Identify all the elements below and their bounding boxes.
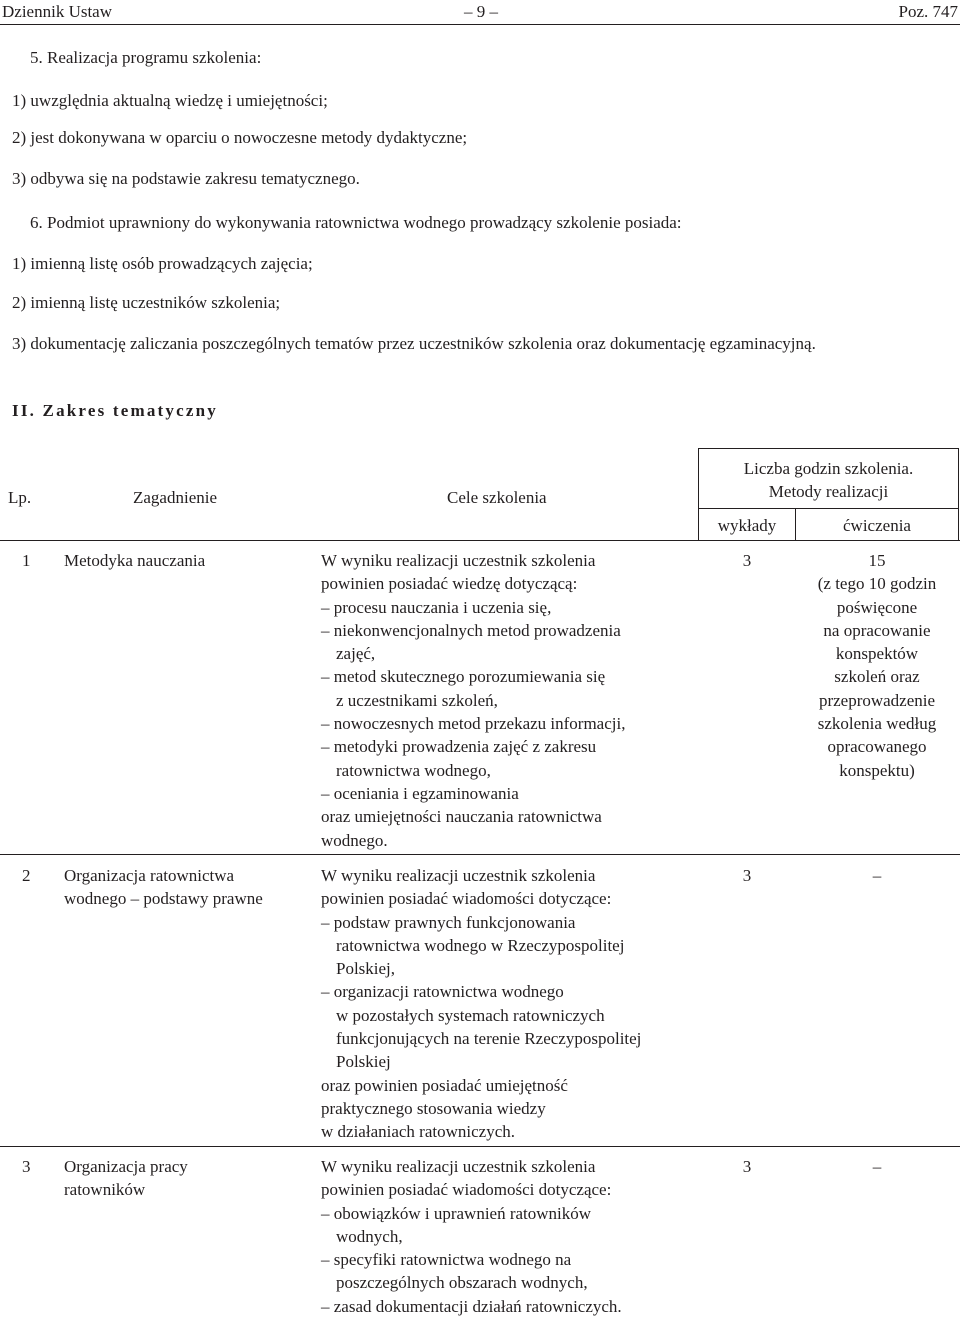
header-lectures: wykłady: [717, 516, 777, 535]
exercises-line: –: [872, 866, 882, 885]
exercises-line: –: [872, 1157, 882, 1176]
exercises-cell: [796, 1155, 958, 1178]
row-number: 1: [22, 551, 31, 570]
topic-line: Metodyka nauczania: [64, 551, 206, 570]
goal-line: w pozostałych systemach ratowniczych: [336, 1005, 605, 1025]
header-goals: Cele szkolenia: [447, 488, 547, 507]
header-lp: Lp.: [8, 488, 32, 507]
goal-line: powinien posiadać wiadomości dotyczące:: [321, 1180, 612, 1200]
goal-line: ratownictwa wodnego w Rzeczypospolitej: [336, 935, 625, 955]
exercises-line: (z tego 10 godzin: [817, 574, 937, 594]
goal-line: – specyfiki ratownictwa wodnego na: [321, 1250, 572, 1270]
exercises-line: szkoleń oraz: [834, 667, 920, 687]
section-5-item: 2) jest dokonywana w oparciu o nowoczesne metody dydaktyczne;: [12, 128, 468, 147]
header-exercises: ćwiczenia: [843, 516, 911, 535]
exercises-cell: [796, 864, 958, 887]
goal-line: oraz powinien posiadać umiejętność: [321, 1075, 568, 1095]
table-divider: [958, 448, 959, 540]
section-title: II. Zakres tematyczny: [12, 401, 218, 420]
topics-table: [0, 448, 960, 1328]
goal-line: – procesu nauczania i uczenia się,: [321, 597, 552, 617]
goals-cell: [321, 1155, 622, 1318]
table-divider: [698, 508, 959, 509]
journal-name: Dziennik Ustaw: [2, 2, 113, 21]
topic-cell: [64, 1155, 188, 1202]
header-hours: [699, 457, 958, 504]
exercises-line: opracowanego: [827, 737, 927, 757]
exercises-line: poświęcone: [836, 597, 918, 617]
section-6-item: 3) dokumentację zaliczania poszczególnych tematów przez uczestników szkolenia oraz dokumentację egzaminacyjną.: [12, 334, 816, 353]
lectures-hours: 3: [742, 1157, 752, 1176]
goal-line: Polskiej: [336, 1052, 391, 1072]
row-number: 3: [22, 1157, 31, 1176]
section-5-item: 3) odbywa się na podstawie zakresu tematycznego.: [12, 169, 360, 188]
goal-line: – niekonwencjonalnych metod prowadzenia: [321, 620, 621, 640]
topic-cell: [64, 549, 205, 572]
lectures-hours: 3: [742, 551, 752, 570]
goal-line: praktycznego stosowania wiedzy: [321, 1098, 546, 1118]
exercises-line: konspektu): [839, 760, 915, 780]
goal-line: z uczestnikami szkoleń,: [336, 690, 498, 710]
exercises-line: 15: [868, 551, 886, 570]
goals-cell: [321, 864, 641, 1144]
table-divider: [0, 854, 960, 855]
goal-line: – nowoczesnych metod przekazu informacji,: [321, 714, 626, 734]
goal-line: – podstaw prawnych funkcjonowania: [321, 912, 576, 932]
goal-line: W wyniku realizacji uczestnik szkolenia: [321, 1157, 596, 1176]
goal-line: W wyniku realizacji uczestnik szkolenia: [321, 866, 596, 885]
goal-line: W wyniku realizacji uczestnik szkolenia: [321, 551, 596, 570]
goal-line: – zasad dokumentacji działań ratowniczych.: [321, 1296, 622, 1316]
goal-line: oraz umiejętności nauczania ratownictwa: [321, 807, 602, 827]
row-number: 2: [22, 866, 31, 885]
lectures-hours: 3: [742, 866, 752, 885]
topic-line: Organizacja ratownictwa: [64, 866, 235, 885]
section-6-item: 1) imienną listę osób prowadzących zajęcia;: [12, 254, 313, 273]
table-divider: [0, 540, 960, 541]
exercises-line: przeprowadzenie: [818, 690, 936, 710]
header-hours-line: Liczba godzin szkolenia.: [743, 459, 914, 478]
header-topic: Zagadnienie: [133, 488, 218, 507]
goal-line: zajęć,: [336, 644, 376, 664]
goal-line: – organizacji ratownictwa wodnego: [321, 982, 564, 1002]
section-5-item: 1) uwzględnia aktualną wiedzę i umiejętności;: [12, 91, 328, 110]
goal-line: wodnego.: [321, 830, 388, 850]
goal-line: – obowiązków i uprawnień ratowników: [321, 1203, 592, 1223]
topic-line: wodnego – podstawy prawne: [64, 889, 263, 909]
goal-line: – metodyki prowadzenia zajęć z zakresu: [321, 737, 597, 757]
goal-line: wodnych,: [336, 1226, 403, 1246]
header-hours-line: Metody realizacji: [768, 482, 889, 502]
topic-line: ratowników: [64, 1180, 146, 1200]
section-6-item: 2) imienną listę uczestników szkolenia;: [12, 293, 281, 312]
exercises-line: na opracowanie: [823, 620, 931, 640]
goal-line: Polskiej,: [336, 959, 396, 979]
exercises-cell: [796, 549, 958, 782]
exercises-line: szkolenia według: [817, 714, 937, 734]
goal-line: powinien posiadać wiedzę dotyczącą:: [321, 574, 578, 594]
table-divider: [698, 448, 959, 449]
section-6-heading: 6. Podmiot uprawniony do wykonywania ratownictwa wodnego prowadzący szkolenie posiada:: [30, 213, 682, 232]
goal-line: – oceniania i egzaminowania: [321, 783, 519, 803]
page-number: – 9 –: [464, 2, 498, 21]
goal-line: poszczególnych obszarach wodnych,: [336, 1273, 588, 1293]
page-header: [0, 0, 960, 26]
goal-line: ratownictwa wodnego,: [336, 760, 491, 780]
goal-line: – metod skutecznego porozumiewania się: [321, 667, 606, 687]
topic-line: Organizacja pracy: [64, 1157, 188, 1176]
position-number: Poz. 747: [898, 2, 958, 21]
goal-line: powinien posiadać wiadomości dotyczące:: [321, 889, 612, 909]
goal-line: w działaniach ratowniczych.: [321, 1122, 515, 1142]
header-rule: [0, 24, 960, 25]
exercises-line: konspektów: [835, 644, 919, 664]
table-divider: [0, 1146, 960, 1147]
goals-cell: [321, 549, 625, 852]
topic-cell: [64, 864, 263, 911]
section-5-heading: 5. Realizacja programu szkolenia:: [30, 48, 262, 67]
goal-line: funkcjonujących na terenie Rzeczypospolitej: [336, 1029, 642, 1049]
